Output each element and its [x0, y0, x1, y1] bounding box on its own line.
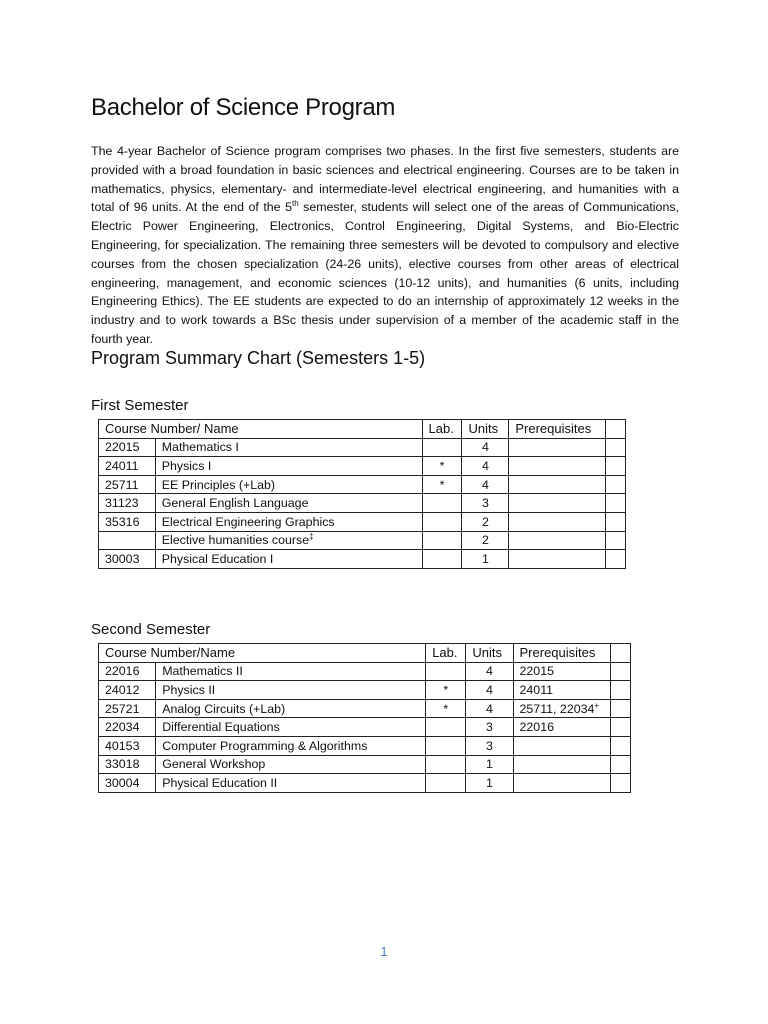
- lab-mark: [422, 494, 462, 513]
- header-course: Course Number/ Name: [99, 420, 423, 439]
- units-value-text: 1: [481, 551, 489, 566]
- table-row: [99, 438, 626, 457]
- units-value: [462, 457, 509, 476]
- empty-cell: [610, 736, 630, 755]
- header-empty: [610, 644, 630, 663]
- course-number: [99, 718, 156, 737]
- units-value-text: 1: [485, 775, 493, 790]
- course-name-text: Mathematics II: [162, 664, 243, 679]
- lab-mark: [422, 512, 462, 531]
- course-number: [99, 755, 156, 774]
- units-value: [466, 755, 513, 774]
- course-name-text: Physical Education I: [161, 551, 274, 566]
- units-value-text: 4: [485, 664, 493, 679]
- intro-text-1: The 4-year Bachelor of Science program comprises two phases. In the first five semesters, students are provided with a broad foundation in basic sciences and electrical engineering. Courses are to be taken in mathematics, physics, elementary- and intermediate-level electrical engineering, and humanities with a total of 96 units. At the end of the 5: [91, 144, 679, 215]
- prerequisites-value: [513, 774, 610, 793]
- course-number: [99, 438, 156, 457]
- prerequisites-value: [509, 531, 606, 550]
- empty-cell: [610, 699, 630, 718]
- intro-paragraph: [91, 142, 679, 349]
- table-row: [99, 662, 631, 681]
- course-name-text: General English Language: [161, 496, 309, 511]
- prerequisites-value: [513, 718, 610, 737]
- lab-mark: [426, 755, 466, 774]
- course-name: [155, 512, 422, 531]
- empty-cell: [606, 550, 626, 569]
- empty-cell: [606, 512, 626, 531]
- course-number: [99, 494, 156, 513]
- header-lab: Lab.: [422, 420, 462, 439]
- course-name: [155, 531, 422, 550]
- table-row: [99, 531, 626, 550]
- header-units: Units: [462, 420, 509, 439]
- units-value: [466, 736, 513, 755]
- units-value-text: 4: [485, 701, 493, 716]
- units-value: [462, 550, 509, 569]
- first-semester-heading: First Semester: [91, 397, 189, 414]
- units-value-text: 4: [481, 440, 489, 455]
- table-row: [99, 512, 626, 531]
- header-empty: [606, 420, 626, 439]
- course-number-text: 40153: [105, 738, 140, 753]
- prerequisites-value: [509, 457, 606, 476]
- lab-mark: [426, 681, 466, 700]
- empty-cell: [606, 457, 626, 476]
- lab-mark: [422, 457, 462, 476]
- footnote-mark: +: [594, 700, 600, 710]
- course-name-text: Analog Circuits (+Lab): [162, 701, 286, 716]
- course-number: [99, 662, 156, 681]
- units-value-text: 3: [485, 738, 493, 753]
- course-number-text: 25721: [105, 701, 140, 716]
- course-name-text: Physical Education II: [162, 775, 278, 790]
- prerequisites-value: [513, 699, 610, 718]
- header-units: Units: [466, 644, 513, 663]
- table-row: [99, 550, 626, 569]
- prerequisites-value: [513, 755, 610, 774]
- course-name-text: Elective humanities course: [161, 533, 310, 548]
- course-number: [99, 681, 156, 700]
- units-value: [466, 699, 513, 718]
- prerequisites-value: [513, 736, 610, 755]
- lab-mark: [422, 531, 462, 550]
- units-value-text: 3: [481, 496, 489, 511]
- course-number: [99, 512, 156, 531]
- table-row: [99, 475, 626, 494]
- units-value-text: 4: [481, 477, 489, 492]
- page-title: Bachelor of Science Program: [91, 94, 396, 121]
- course-name-text: Mathematics I: [161, 440, 239, 455]
- empty-cell: [610, 755, 630, 774]
- course-name-text: Electrical Engineering Graphics: [161, 514, 335, 529]
- lab-mark: [426, 736, 466, 755]
- lab-mark: [422, 550, 462, 569]
- course-number-text: 33018: [105, 757, 140, 772]
- course-name-text: Physics I: [161, 458, 212, 473]
- course-name: [156, 699, 426, 718]
- course-number-text: 30003: [105, 551, 140, 566]
- table-row: [99, 774, 631, 793]
- header-prerequisites: Prerequisites: [513, 644, 610, 663]
- units-value: [466, 681, 513, 700]
- course-number: [99, 531, 156, 550]
- empty-cell: [610, 718, 630, 737]
- units-value: [466, 662, 513, 681]
- second-semester-table: [98, 643, 631, 793]
- intro-superscript: th: [291, 199, 299, 209]
- course-number-text: 35316: [105, 514, 140, 529]
- course-number: [99, 699, 156, 718]
- course-number-text: 22034: [105, 720, 140, 735]
- empty-cell: [606, 494, 626, 513]
- lab-mark-text: *: [439, 477, 445, 492]
- course-number-text: 25711: [105, 477, 139, 492]
- units-value-text: 3: [485, 720, 493, 735]
- prerequisites-value: [509, 494, 606, 513]
- empty-cell: [606, 475, 626, 494]
- course-name-text: EE Principles (+Lab): [161, 477, 276, 492]
- units-value: [462, 475, 509, 494]
- lab-mark-text: *: [443, 682, 449, 697]
- table-row: [99, 699, 631, 718]
- course-name: [156, 681, 426, 700]
- course-number: [99, 475, 156, 494]
- intro-text-2: semester, students will select one of the areas of Communications, Electric Power Engineering, Electronics, Control Engineering, Digital Systems, and Bio-Electric Engineering, for specialization. The remaining three semesters will be devoted to compulsory and elective courses from the chosen specialization (24-26 units), elective courses from other areas of electrical engineering, management, and economic sciences (10-12 units), and humanities (6 units, including Engineering Ethics). The EE students are expected to do an internship of approximately 12 weeks in the industry and to work towards a BSc thesis under supervision of a member of the academic staff in the fourth year.: [91, 200, 679, 346]
- course-name: [156, 718, 426, 737]
- empty-cell: [606, 531, 626, 550]
- prerequisites-value: [513, 681, 610, 700]
- prerequisites-value-text: 22015: [519, 664, 554, 679]
- course-name: [155, 550, 422, 569]
- course-number: [99, 736, 156, 755]
- units-value: [466, 718, 513, 737]
- course-number-text: 22016: [105, 664, 140, 679]
- lab-mark: [426, 774, 466, 793]
- units-value: [462, 494, 509, 513]
- prerequisites-value: [513, 662, 610, 681]
- units-value-text: 2: [481, 533, 489, 548]
- units-value-text: 4: [485, 682, 493, 697]
- prerequisites-value-text: 24011: [519, 682, 554, 697]
- table-row: [99, 457, 626, 476]
- course-number-text: 24012: [105, 682, 140, 697]
- course-name-text: Physics II: [162, 682, 216, 697]
- course-number-text: 31123: [105, 496, 139, 511]
- lab-mark: [426, 699, 466, 718]
- table-row: [99, 736, 631, 755]
- summary-heading: Program Summary Chart (Semesters 1-5): [91, 348, 426, 368]
- course-number-text: 24011: [105, 458, 139, 473]
- units-value-text: 1: [485, 757, 493, 772]
- table-row: [99, 494, 626, 513]
- course-name-text: General Workshop: [162, 757, 266, 772]
- course-number: [99, 457, 156, 476]
- course-number: [99, 550, 156, 569]
- units-value-text: 4: [481, 458, 489, 473]
- lab-mark: [426, 718, 466, 737]
- course-number: [99, 774, 156, 793]
- table-row: [99, 718, 631, 737]
- prerequisites-value-text: 22016: [519, 720, 554, 735]
- course-name: [156, 736, 426, 755]
- prerequisites-value: [509, 512, 606, 531]
- table-row: [99, 755, 631, 774]
- course-name-text: Computer Programming & Algorithms: [162, 738, 368, 753]
- units-value: [462, 438, 509, 457]
- prerequisites-value: [509, 438, 606, 457]
- empty-cell: [610, 681, 630, 700]
- prerequisites-value-text: 25711, 22034: [519, 701, 595, 716]
- header-lab: Lab.: [426, 644, 466, 663]
- course-name: [156, 662, 426, 681]
- units-value-text: 2: [481, 514, 489, 529]
- course-name-text: Differential Equations: [162, 720, 280, 735]
- lab-mark: [426, 662, 466, 681]
- first-semester-table: [98, 419, 626, 569]
- units-value: [462, 531, 509, 550]
- page-number: 1: [380, 944, 388, 959]
- empty-cell: [610, 774, 630, 793]
- second-semester-heading: Second Semester: [91, 621, 211, 638]
- empty-cell: [606, 438, 626, 457]
- table-header-row: [99, 420, 626, 439]
- header-prerequisites: Prerequisites: [509, 420, 606, 439]
- lab-mark-text: *: [439, 458, 445, 473]
- table-row: [99, 681, 631, 700]
- course-name: [155, 494, 422, 513]
- course-name: [155, 457, 422, 476]
- prerequisites-value: [509, 550, 606, 569]
- lab-mark: [422, 438, 462, 457]
- footnote-mark: ‡: [309, 532, 314, 542]
- course-name: [155, 438, 422, 457]
- course-name: [156, 755, 426, 774]
- prerequisites-value: [509, 475, 606, 494]
- course-name: [155, 475, 422, 494]
- empty-cell: [610, 662, 630, 681]
- course-number-text: 22015: [105, 440, 140, 455]
- header-course: Course Number/Name: [99, 644, 426, 663]
- units-value: [466, 774, 513, 793]
- lab-mark: [422, 475, 462, 494]
- units-value: [462, 512, 509, 531]
- lab-mark-text: *: [443, 701, 449, 716]
- course-name: [156, 774, 426, 793]
- course-number-text: 30004: [105, 775, 140, 790]
- table-header-row: [99, 644, 631, 663]
